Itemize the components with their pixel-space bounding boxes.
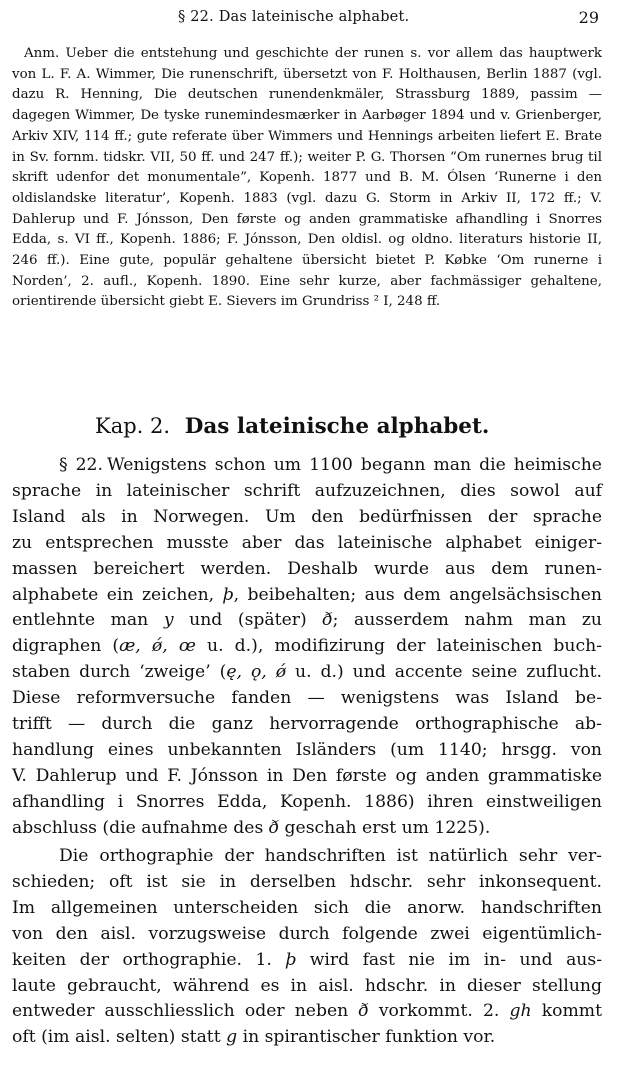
paragraph-line: Die orthographie der handschriften ist natürlich sehr ver- [59, 846, 602, 866]
paragraph-line: staben durch ‘zweige’ (ę, ǫ, ǿ u. d.) und accente seine zuflucht. [12, 662, 602, 683]
section-22-paragraph-2 [12, 844, 602, 1051]
paragraph-line: afhandling i Snorres Edda, Kopenh. 1886) ihren einstweiligen [12, 791, 602, 812]
paragraph-line: massen bereichert werden. Deshalb wurde aus dem runen- [12, 558, 602, 579]
paragraph-line: entlehnte man y und (später) ð; ausserdem nahm man zu [12, 610, 603, 631]
paragraph-line: sprache in lateinischer schrift aufzuzeichnen, dies sowol auf [12, 480, 602, 501]
section-marker: § 22. [59, 455, 103, 475]
paragraph-line: alphabete ein zeichen, þ, beibehalten; aus dem angelsächsischen [12, 584, 602, 605]
paragraph-line: von den aisl. vorzugsweise durch folgende zwei eigentümlich- [12, 923, 602, 944]
note-text: Ueber die entstehung und geschichte der runen s. vor allem das hauptwerk von L. F. A. Wimmer, Die runenschrift, übersetzt von F. Holthausen, Berlin 1887 (vgl. dazu R. Henning, Die deutschen runendenkmäler, Strassburg 1889, passim — dagegen Wimmer, De tyske runemindesmærker in Aarbøger 1894 und v. Grienberger, Arkiv XIV, 114 ff.; gute referate über Wimmers und Hennings arbeiten liefert E. Brate in Sv. fornm. tidskr. VII, 50 ff. und 247 ff.); weiter P. G. Thorsen “Om runernes brug til skrift udenfor det monumentale”, Kopenh. 1877 und B. M. Ólsen ‘Runerne i den oldislandske literatur’, Kopenh. 1883 (vgl. dazu G. Storm in Arkiv II, 172 ff.; V. Dahlerup und F. Jónsson, Den første og anden grammatiske afhandling i Snorres Edda, s. VI ff., Kopenh. 1886; F. Jónsson, Den oldisl. og oldno. literaturs historie II, 246 ff.). Eine gute, populär gehaltene übersicht bietet P. Købke ‘Om runerne i Norden’, 2. aufl., Kopenh. 1890. Eine sehr kurze, aber fachmässiger gehaltene, orientirende übersicht giebt E. Sievers im Grundriss ² I, 248 ff. [12, 46, 602, 310]
paragraph-line: Island als in Norwegen. Um den bedürfnissen der sprache [12, 506, 602, 527]
paragraph-line: schieden; oft ist sie in derselben hdschr. sehr inkonsequent. [12, 871, 602, 892]
paragraph-line: oft (im aisl. selten) statt g in spirantischer funktion vor. [12, 1027, 496, 1048]
paragraph-line: trifft — durch die ganz hervorragende orthographische ab- [12, 714, 602, 735]
note-label: Anm. [24, 46, 60, 61]
chapter-title: Das lateinische alphabet. [184, 414, 490, 439]
paragraph-line: entweder ausschliesslich oder neben ð vorkommt. 2. gh kommt [12, 1001, 602, 1022]
paragraph-line: V. Dahlerup und F. Jónsson in Den første og anden grammatiske [12, 765, 602, 786]
paragraph-line: abschluss (die aufnahme des ð geschah erst um 1225). [12, 817, 491, 838]
paragraph-line: laute gebraucht, während es in aisl. hdschr. in dieser stellung [12, 975, 602, 996]
paragraph-line: digraphen (æ, ǿ, œ u. d.), modifizirung der lateinischen buch- [12, 636, 603, 657]
annotation-note [12, 44, 602, 313]
page-header [0, 8, 620, 32]
paragraph-line: zu entsprechen musste aber das lateinische alphabet einiger- [12, 532, 602, 553]
running-head: § 22. Das lateinische alphabet. [178, 9, 410, 25]
paragraph-line: Im allgemeinen unterscheiden sich die anorw. handschriften [12, 897, 602, 918]
paragraph-line: Diese reformversuche fanden — wenigstens was Island be- [12, 688, 602, 709]
paragraph-line: handlung eines unbekannten Isländers (um 1140; hrsgg. von [12, 739, 602, 760]
chapter-heading [95, 414, 489, 439]
paragraph-line: § 22. Wenigstens schon um 1100 begann man die heimische [59, 455, 602, 475]
chapter-label: Kap. 2. [95, 414, 171, 438]
section-22-paragraph-1 [12, 453, 602, 842]
page-number: 29 [578, 8, 599, 27]
paragraph-line: keiten der orthographie. 1. þ wird fast nie im in- und aus- [12, 949, 603, 970]
